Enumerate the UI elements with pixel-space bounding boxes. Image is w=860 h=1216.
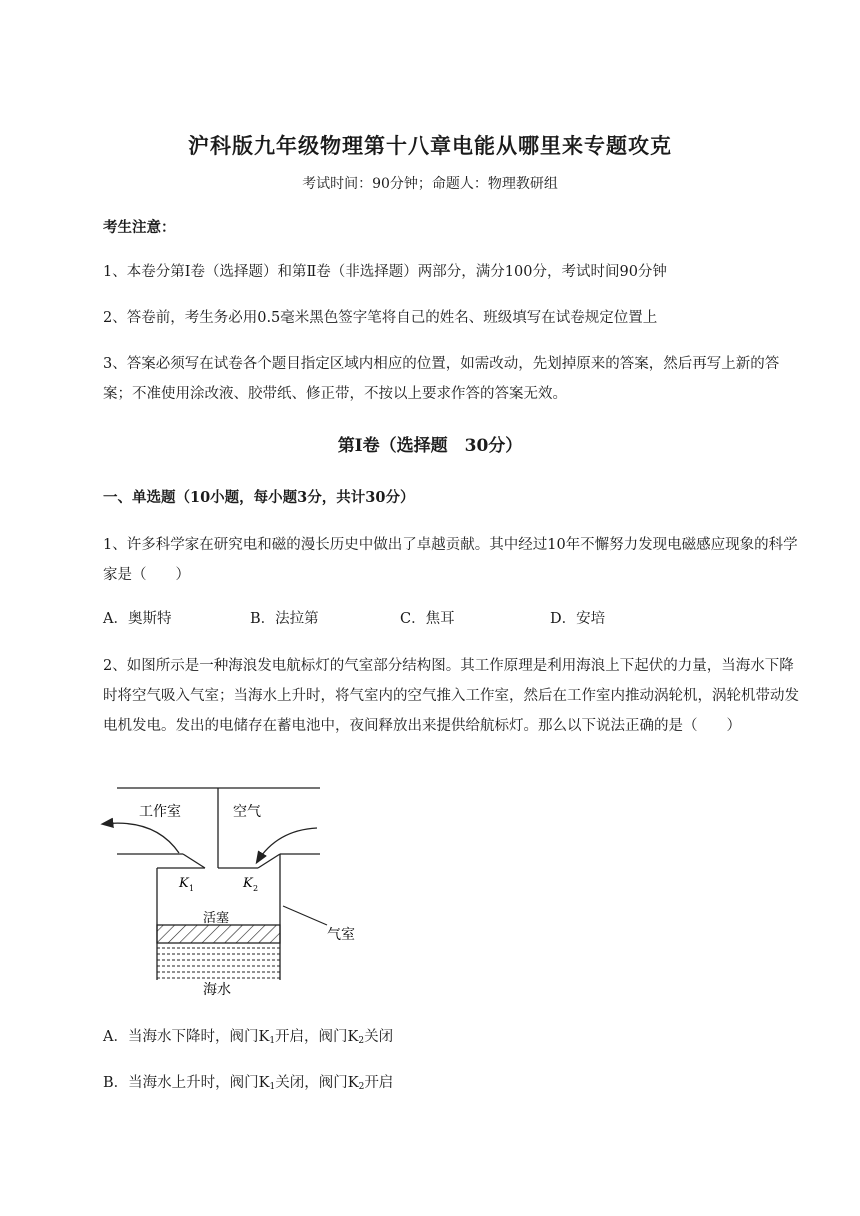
piston [157,925,280,943]
label-k1: K [179,876,189,891]
outflow-arrow [103,823,179,853]
label-air: 空气 [233,804,261,820]
inflow-arrow [257,828,317,862]
label-sea-water: 海水 [203,982,231,998]
notice-item-1: 1、本卷分第Ⅰ卷（选择题）和第Ⅱ卷（非选择题）两部分，满分100分，考试时间90分钟 [103,264,667,280]
label-chamber: 气室 [327,927,355,943]
notice-item-2: 2、答卷前，考生务必用0.5毫米黑色签字笔将自己的姓名、班级填写在试卷规定位置上 [103,310,658,326]
label-piston: 活塞 [203,911,230,926]
option-c[interactable]: C．焦耳 [400,611,455,627]
question-2-option-a[interactable]: A．当海水下降时，阀门$K_1$开启，阀门$K_2$关闭 [103,1029,394,1046]
label-k1-sub: 1 [189,884,195,893]
part-heading: 一、单选题（10小题，每小题3分，共计30分） [103,489,415,506]
question-1-stem: 1、许多科学家在研究电和磁的漫长历史中做出了卓越贡献。其中经过10年不懈努力发现电磁感应现象的科学家是（ ） [103,537,798,583]
question-2-option-b[interactable]: B．当海水上升时，阀门$K_1$关闭，阀门$K_2$开启 [103,1075,394,1092]
sea-water [157,948,280,978]
option-b[interactable]: B．法拉第 [250,611,319,627]
label-k2-sub: 2 [253,884,259,893]
label-k2: K [243,876,253,891]
option-a[interactable]: A．奥斯特 [103,611,172,627]
label-work-room: 工作室 [139,804,181,820]
notice-heading: 考生注意： [103,219,176,236]
chamber-pointer [283,906,327,925]
option-d[interactable]: D．安培 [550,611,606,627]
air-chamber-diagram [95,778,365,1003]
page-title: 沪科版九年级物理第十八章电能从哪里来专题攻克 [188,133,672,158]
question-2-stem: 2、如图所示是一种海浪发电航标灯的气室部分结构图。其工作原理是利用海浪上下起伏的力量，当海水下降时将空气吸入气室；当海水上升时，将气室内的空气推入工作室，然后在工作室内推动涡轮机，涡轮机带动发电机发电。发出的电储存在蓄电池中，夜间释放出来提供给航标灯。那么以下说法正确的是（ ） [103,658,799,734]
exam-info: 考试时间：90分钟；命题人：物理教研组 [302,176,558,192]
notice-item-3: 3、答案必须写在试卷各个题目指定区域内相应的位置，如需改动，先划掉原来的答案，然后再写上新的答案；不准使用涂改液、胶带纸、修正带，不按以上要求作答的答案无效。 [103,356,780,402]
question-1-options [103,604,803,634]
section-title: 第Ⅰ卷（选择题 30分） [337,436,523,456]
valve-k1 [183,854,205,868]
